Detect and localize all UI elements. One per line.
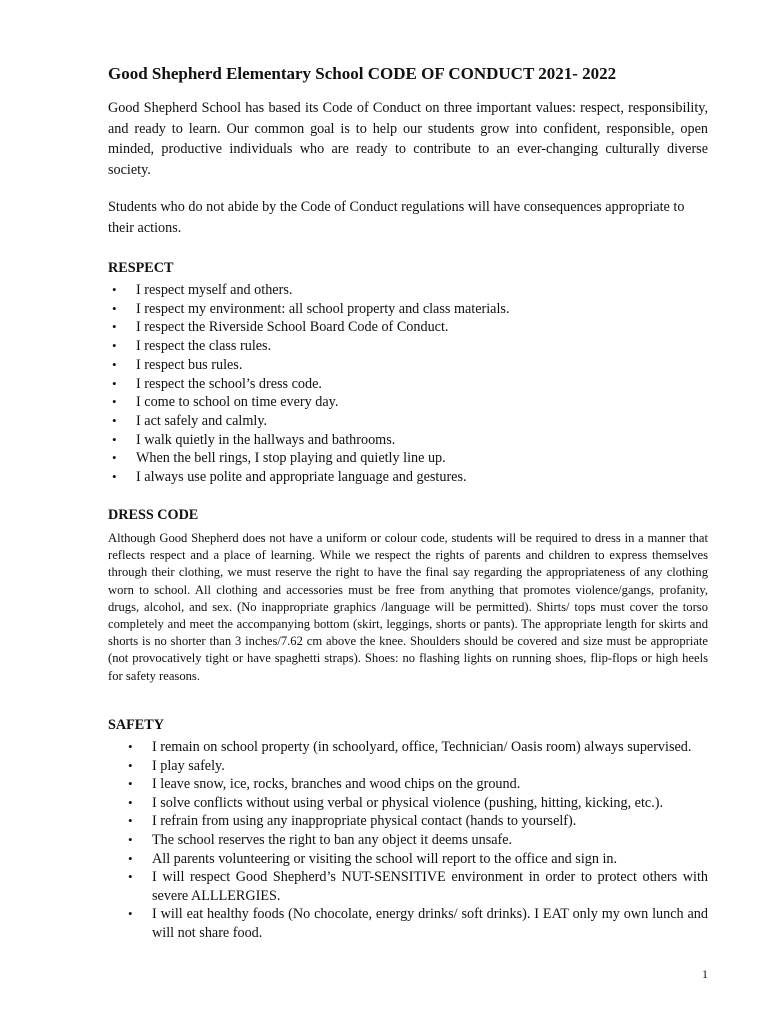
safety-item-text: I play safely.: [152, 757, 225, 774]
respect-item-text: I respect the Riverside School Board Code of Conduct.: [136, 319, 449, 336]
respect-list: [112, 281, 707, 487]
respect-item: [112, 318, 707, 337]
bullet-icon: •: [128, 906, 133, 922]
safety-item-text: I refrain from using any inappropriate physical contact (hands to yourself).: [152, 813, 577, 830]
safety-item: [128, 794, 708, 813]
bullet-icon: •: [112, 300, 117, 316]
bullet-icon: •: [128, 813, 133, 829]
bullet-icon: •: [128, 869, 133, 885]
respect-heading: RESPECT: [108, 260, 174, 276]
respect-item: [112, 449, 707, 468]
safety-item-text: I remain on school property (in schoolyard, office, Technician/ Oasis room) always supervised.: [152, 739, 692, 755]
respect-item: [112, 337, 707, 356]
bullet-icon: •: [112, 450, 117, 466]
respect-item: [112, 375, 707, 394]
bullet-icon: •: [112, 431, 117, 447]
respect-item: [112, 393, 707, 412]
safety-list: [128, 738, 708, 943]
respect-item-text: I respect bus rules.: [136, 356, 243, 373]
respect-item-text: I always use polite and appropriate language and gestures.: [136, 469, 467, 486]
safety-item: [128, 868, 708, 905]
respect-item-text: I respect my environment: all school property and class materials.: [136, 300, 510, 317]
dress-code-paragraph: Although Good Shepherd does not have a uniform or colour code, students will be required to dress in a manner that reflects respect and a place of learning. While we respect the rights of parents and children to express themselves through their clothing, we must reserve the right to have the final say regarding the appropriateness of any clothing worn to school. All clothing and accessories must be free from anything that promotes violence/gangs, profanity, drugs, alcohol, and sex. (No inappropriate graphics /language will be permitted). Shirts/ tops must cover the torso completely and meet the accompanying bottom (skirt, leggings, shorts or pants). The appropriate length for skirts and shorts is no shorter than 3 inches/7.62 cm above the knee. Shoulders should be covered and size must be appropriate (not provocatively tight or have spaghetti straps). Shoes: no flashing lights on running shoes, flip-flops or high heels for safety reasons.: [108, 531, 708, 683]
safety-heading: SAFETY: [108, 717, 164, 733]
safety-item: [128, 831, 708, 850]
safety-item: [128, 738, 708, 757]
safety-item-text: All parents volunteering or visiting the school will report to the office and sign in.: [152, 850, 618, 867]
bullet-icon: •: [112, 356, 117, 372]
bullet-icon: •: [112, 375, 117, 391]
respect-item: [112, 300, 707, 319]
safety-item: [128, 850, 708, 869]
document-title: Good Shepherd Elementary School CODE OF CONDUCT 2021- 2022: [108, 64, 617, 83]
dress-code-heading: DRESS CODE: [108, 507, 199, 523]
safety-item: [128, 757, 708, 776]
bullet-icon: •: [112, 319, 117, 335]
safety-item-text: I will eat healthy foods (No chocolate, energy drinks/ soft drinks). I EAT only my own lunch and will not share food.: [152, 906, 708, 941]
safety-item: [128, 812, 708, 831]
respect-item-text: I come to school on time every day.: [136, 394, 339, 411]
consequence-paragraph: Students who do not abide by the Code of Conduct regulations will have consequences appropriate to their actions.: [108, 199, 685, 236]
safety-item-text: The school reserves the right to ban any object it deems unsafe.: [152, 831, 513, 848]
bullet-icon: •: [128, 757, 133, 773]
safety-item: [128, 905, 708, 942]
safety-item-text: I leave snow, ice, rocks, branches and wood chips on the ground.: [152, 776, 521, 793]
respect-item: [112, 468, 707, 487]
respect-item: [112, 281, 707, 300]
page-number: 1: [702, 967, 708, 981]
bullet-icon: •: [128, 794, 133, 810]
bullet-icon: •: [112, 469, 117, 485]
bullet-icon: •: [128, 776, 133, 792]
respect-item: [112, 431, 707, 450]
respect-item-text: I respect the school’s dress code.: [136, 375, 322, 392]
bullet-icon: •: [112, 282, 117, 297]
respect-item: [112, 356, 707, 375]
respect-item: [112, 412, 707, 431]
intro-paragraph: Good Shepherd School has based its Code of Conduct on three important values: respect, responsibility, and ready to learn. Our common goal is to help our students grow into confident, responsible, open minded, productive individuals who are ready to contribute to an ever-changing culturally diverse society.: [108, 100, 708, 178]
bullet-icon: •: [112, 394, 117, 410]
respect-item-text: I respect the class rules.: [136, 338, 272, 355]
respect-item-text: When the bell rings, I stop playing and quietly line up.: [136, 450, 446, 467]
respect-item-text: I respect myself and others.: [136, 282, 293, 298]
bullet-icon: •: [128, 831, 133, 847]
safety-item-text: I will respect Good Shepherd’s NUT-SENSITIVE environment in order to protect others with severe ALLLERGIES.: [152, 869, 708, 904]
bullet-icon: •: [112, 338, 117, 354]
respect-item-text: I walk quietly in the hallways and bathrooms.: [136, 431, 396, 448]
respect-item-text: I act safely and calmly.: [136, 412, 268, 429]
bullet-icon: •: [112, 412, 117, 428]
bullet-icon: •: [128, 850, 133, 866]
safety-item-text: I solve conflicts without using verbal or physical violence (pushing, hitting, kicking, etc.).: [152, 794, 664, 811]
safety-item: [128, 775, 708, 794]
bullet-icon: •: [128, 739, 133, 754]
